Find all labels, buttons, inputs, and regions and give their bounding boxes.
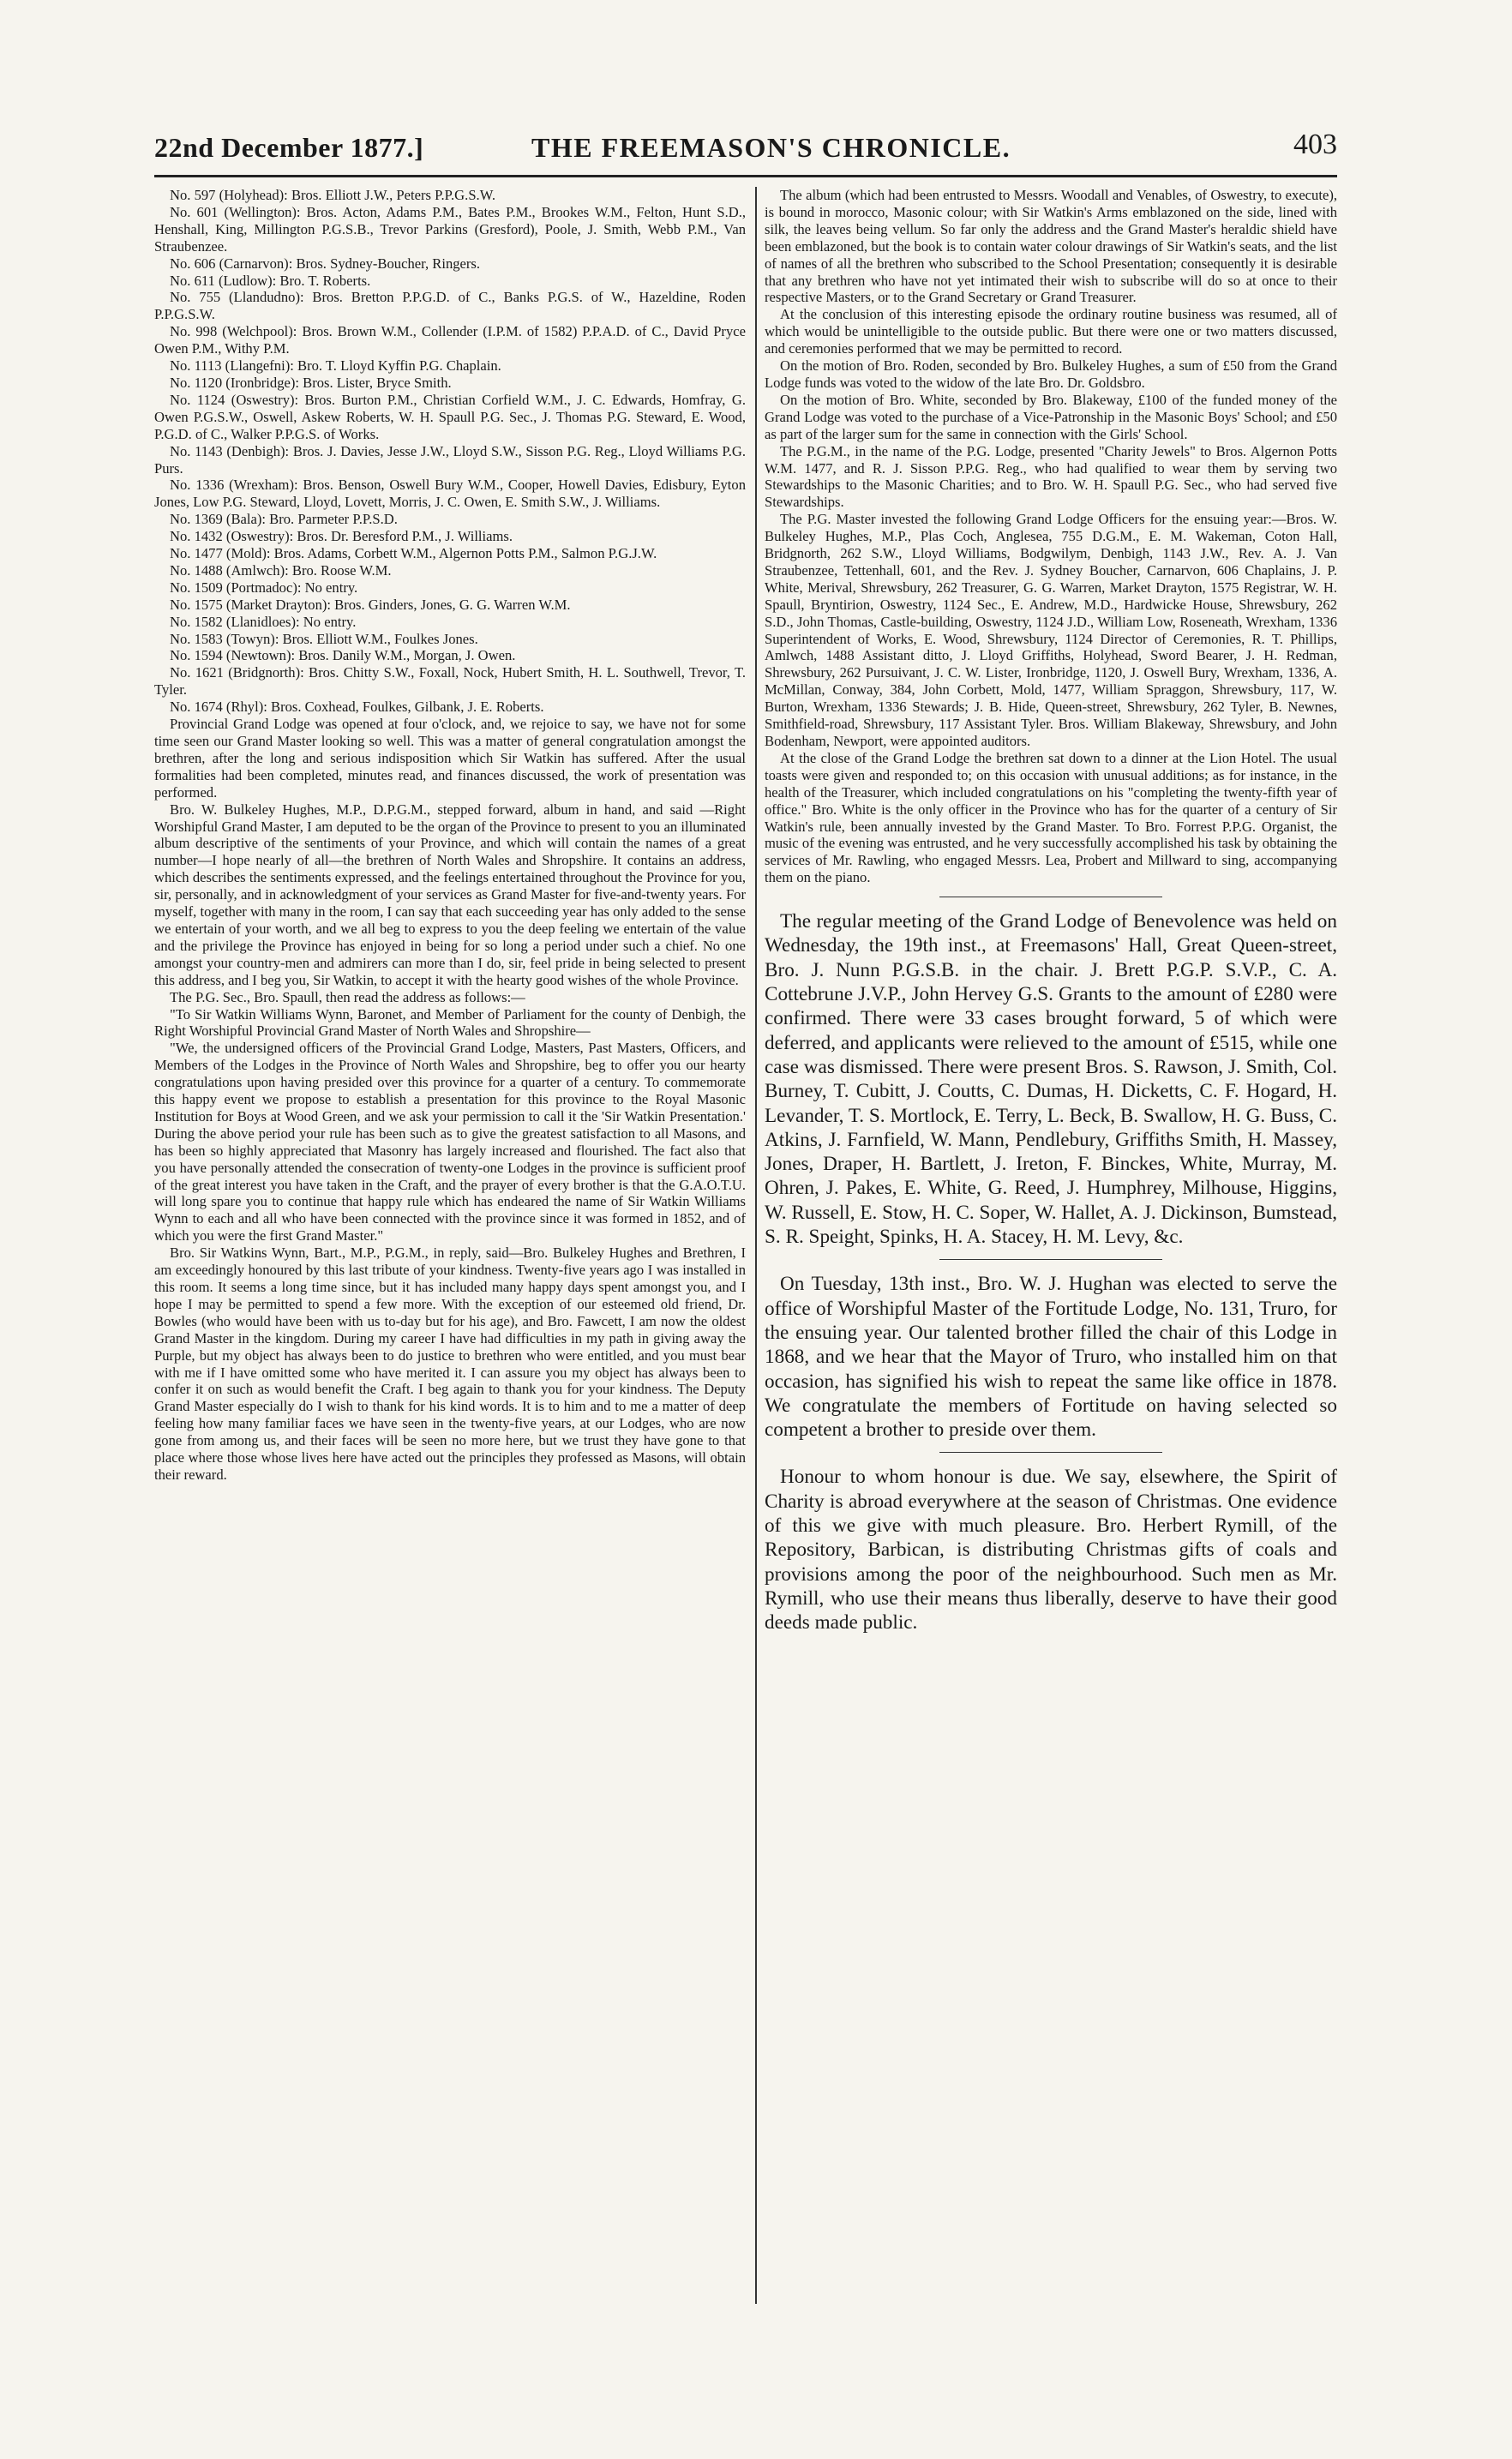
lodge-entry: No. 1336 (Wrexham): Bros. Benson, Oswell Bury W.M., Cooper, Howell Davies, Edisbury, Eyton Jones, Low P.G. Steward, Lloyd, Lovett, Morris, J. C. Owen, E. Smith S.W., J. Williams. <box>154 477 746 511</box>
lodge-entry: No. 1477 (Mold): Bros. Adams, Corbett W.M., Algernon Potts P.M., Salmon P.G.J.W. <box>170 545 657 562</box>
lodge-entry: No. 1621 (Bridgnorth): Bros. Chitty S.W., Foxall, Nock, Hubert Smith, H. L. Southwell, Trevor, T. Tyler. <box>154 664 746 699</box>
body-paragraph: On the motion of Bro. Roden, seconded by Bro. Bulkeley Hughes, a sum of £50 from the Grand Lodge funds was voted to the widow of the late Bro. Dr. Goldsbro. <box>765 357 1337 391</box>
lodge-entry: No. 1143 (Denbigh): Bros. J. Davies, Jesse J.W., Lloyd S.W., Sisson P.G. Reg., Lloyd Williams P.G. Purs. <box>154 442 746 477</box>
lodge-entry: No. 1120 (Ironbridge): Bros. Lister, Bryce Smith. <box>170 374 452 391</box>
body-paragraph: At the conclusion of this interesting episode the ordinary routine business was resumed, all of which would be unintelligible to the outside public. But there were one or two matters discussed, and ceremonies performed that we may be permitted to record. <box>765 306 1337 357</box>
lodge-entry: No. 998 (Welchpool): Bros. Brown W.M., Collender (I.P.M. of 1582) P.P.A.D. of C., David Pryce Owen P.M., Withy P.M. <box>154 323 746 357</box>
body-paragraph: The regular meeting of the Grand Lodge of Benevolence was held on Wednesday, the 19th inst., at Freemasons' Hall, Great Queen-street, Bro. J. Nunn P.G.S.B. in the chair. J. Brett P.G.P. S.V.P., C. A. Cottebrune J.V.P., John Hervey G.S. Grants to the amount of £280 were confirmed. There were 33 cases brought forward, 5 of which were deferred, and applicants were relieved to the amount of £515, while one case was dismissed. There were present Bros. S. Rawson, J. Smith, Col. Burney, T. Cubitt, J. Coutts, C. Dumas, H. Dicketts, C. F. Hogard, H. Levander, T. S. Mortlock, E. Terry, L. Beck, B. Swallow, H. G. Buss, C. Atkins, J. Farnfield, W. Mann, Pendlebury, Griffiths Smith, H. Massey, Jones, Draper, H. Bartlett, J. Ireton, F. Binckes, White, Murray, M. Ohren, J. Pakes, E. White, G. Reed, J. Humphrey, Milhouse, Higgins, W. Russell, E. Stow, H. C. Soper, W. Hallet, A. J. Dickinson, Bumstead, S. R. Speight, Spinks, H. A. Stacey, H. M. Levy, &c. <box>765 910 1337 1249</box>
lodge-entry: No. 1113 (Llangefni): Bro. T. Lloyd Kyffin P.G. Chaplain. <box>170 357 501 375</box>
charity-notice <box>765 1465 1337 1634</box>
header-rule <box>154 175 1337 177</box>
body-paragraph: The P.G.M., in the name of the P.G. Lodge, presented "Charity Jewels" to Bros. Algernon Potts W.M. 1477, and R. J. Sisson P.P.G. Reg., who had qualified to wear them by serving two Stewardships to the Masonic Charities; and to Bro. W. H. Spaull P.G. Sec., who had served five Stewardships. <box>765 442 1337 511</box>
right-column <box>765 187 1337 2330</box>
lodge-entry: No. 1583 (Towyn): Bros. Elliott W.M., Foulkes Jones. <box>170 630 478 647</box>
lodge-entry: No. 1582 (Llanidloes): No entry. <box>170 613 357 630</box>
body-paragraph: At the close of the Grand Lodge the brethren sat down to a dinner at the Lion Hotel. The usual toasts were given and responded to; on this occasion with unusual additions; as for instance, in the health of the Treasurer, which included congratulations on his "completing the twenty-fifth year of office." Bro. White is the only officer in the Province who has for the quarter of a century of Sir Watkin's rule, been annually invested by the Grand Master. To Bro. Forrest P.P.G. Organist, the music of the evening was entrusted, and he very successfully accomplished his task by obtaining the services of Mr. Rawling, who engaged Messrs. Lea, Probert and Millward to sing, accompanying them on the piano. <box>765 749 1337 886</box>
page-number: 403 <box>1293 129 1337 160</box>
body-paragraph: "We, the undersigned officers of the Provincial Grand Lodge, Masters, Past Masters, Officers, and Members of the Lodges in the Province of North Wales and Shropshire, beg to offer you our hearty congratulations upon having presided over this province for a quarter of a century. To commemorate this happy event we propose to establish a presentation for this province to the Royal Masonic Institution for Boys at Wood Green, and we ask your permission to call it the 'Sir Watkin Presentation.' During the above period your rule has been such as to give the greatest satisfaction to all Masons, and has been so highly appreciated that Masonry has largely increased and flourished. The fact also that you have personally attended the consecration of twenty-one Lodges in the province is sufficient proof of the great interest you have taken in the Craft, and the prayer of every brother is that the G.A.O.T.U. will long spare you to continue that happy rule which has endeared the name of Sir Watkin Williams Wynn to each and all who have been connected with the province since it was formed in 1852, and of which you were the first Grand Master." <box>154 1040 746 1244</box>
body-paragraph: "To Sir Watkin Williams Wynn, Baronet, and Member of Parliament for the county of Denbigh, the Right Worshipful Provincial Grand Master of North Wales and Shropshire— <box>154 1005 746 1040</box>
lodge-entry: No. 1575 (Market Drayton): Bros. Ginders, Jones, G. G. Warren W.M. <box>170 596 571 613</box>
body-paragraph: Provincial Grand Lodge was opened at four o'clock, and, we rejoice to say, we have not for some time seen our Grand Master looking so well. This was a matter of general congratulation amongst the brethren, after the long and serious indisposition which Sir Watkin has suffered. After the usual formalities had been completed, minutes read, and finances discussed, the work of presentation was performed. <box>154 716 746 801</box>
body-paragraph: On the motion of Bro. White, seconded by Bro. Blakeway, £100 of the funded money of the Grand Lodge was voted to the purchase of a Vice-Patronship in the Masonic Boys' School; and £50 as part of the larger sum for the same in connection with the Girls' School. <box>765 391 1337 442</box>
section-separator <box>939 1452 1162 1453</box>
body-paragraph: The P.G. Master invested the following Grand Lodge Officers for the ensuing year:—Bros. W. Bulkeley Hughes, M.P., Plas Coch, Anglesea, 755 D.G.M., E. M. Wakeman, Coton Hall, Bridgnorth, 262 S.W., Lloyd Williams, Bodgwilym, Denbigh, 1143 J.W., Rev. A. J. Van Straubenzee, Tettenhall, 601, and the Rev. J. Sydney Boucher, Carnarvon, 606 Chaplains, J. P. White, Merival, Shrewsbury, 262 Treasurer, G. G. Warren, Market Drayton, 1575 Registrar, W. H. Spaull, Bryntirion, Oswestry, 1124 Sec., E. Andrew, M.D., Hardwicke House, Shrewsbury, 262 S.D., John Thomas, Castle-building, Oswestry, 1124 J.D., William Low, Roseneath, Wrexham, 1336 Superintendent of Works, E. Wood, Shrewsbury, 1124 Director of Ceremonies, R. T. Phillips, Amlwch, 1488 Assistant ditto, J. Lloyd Griffiths, Holyhead, Sword Bearer, J. H. Redman, Shrewsbury, 262 Pursuivant, J. C. W. Lister, Ironbridge, 1120, J. Oswell Bury, Wrexham, 1336, A. McMillan, Conway, 384, John Corbett, Mold, 1477, William Spraggon, Shrewsbury, 117, W. Burton, Wrexham, 1336 Stewards; J. B. Hide, Queen-street, Shrewsbury, 262 Tyler, B. Newnes, Smithfield-road, Shrewsbury, 117 Assistant Tyler. Bros. William Blakeway, Shrewsbury, and John Bodenham, Newport, were appointed auditors. <box>765 511 1337 749</box>
hughan-notice <box>765 1272 1337 1442</box>
lodge-entry: No. 1509 (Portmadoc): No entry. <box>170 579 358 596</box>
lodge-entry: No. 597 (Holyhead): Bros. Elliott J.W., Peters P.P.G.S.W. <box>170 187 495 203</box>
page-header <box>154 129 1337 171</box>
issue-date: 22nd December 1877.] <box>154 132 424 163</box>
lodge-entry: No. 1594 (Newtown): Bros. Danily W.M., Morgan, J. Owen. <box>170 647 516 664</box>
lodge-entry: No. 1674 (Rhyl): Bros. Coxhead, Foulkes, Gilbank, J. E. Roberts. <box>170 699 544 716</box>
lodge-entry: No. 611 (Ludlow): Bro. T. Roberts. <box>170 272 371 289</box>
left-column <box>154 187 746 2338</box>
body-paragraph: Bro. Sir Watkins Wynn, Bart., M.P., P.G.M., in reply, said—Bro. Bulkeley Hughes and Brethren, I am exceedingly honoured by this last tribute of your kindness. Twenty-five years ago I was installed in this room. It seems a long time since, but it has included many happy days spent amongst you, and I hope I may be permitted to spend a few more. With the exception of our esteemed old friend, Dr. Bowles (who would have been with us to-day but for his age), and Bro. Fawcett, I am now the oldest Grand Master in the kingdom. During my career I have had difficulties in my path in giving away the Purple, but my object has always been to do justice to brethren who were entitled, and you must bear with me if I have omitted some who have merited it. I can assure you my object has always been to confer it on such as would benefit the Craft. I beg again to thank you for your kindness. The Deputy Grand Master especially do I wish to thank for his kind words. It is to him and to me a matter of deep feeling how many familiar faces we have seen in the twenty-five years, at our Lodges, who are now gone from among us, and their faces will be seen no more here, but we trust they have gone to that place where those whose lives here have acted out the principles they professed as Masons, will obtain their reward. <box>154 1244 746 1483</box>
lodge-entry: No. 1432 (Oswestry): Bros. Dr. Beresford P.M., J. Williams. <box>170 528 513 545</box>
lodge-entry: No. 1488 (Amlwch): Bro. Roose W.M. <box>170 561 392 579</box>
lodge-entry: No. 1369 (Bala): Bro. Parmeter P.P.S.D. <box>170 511 398 528</box>
body-paragraph: Bro. W. Bulkeley Hughes, M.P., D.P.G.M., stepped forward, album in hand, and said —Right Worshipful Grand Master, I am deputed to be the organ of the Province to present to you an illuminated album descriptive of the sentiments of your Province, and which will contain the names of a great number—I hope nearly of all—the brethren of North Wales and Shropshire. It contains an address, which describes the sentiments expressed, and the feelings entertained throughout the Province for you, sir, personally, and in acknowledgment of your services as Grand Master for five-and-twenty years. For myself, together with many in the room, I can say that each succeeding year has only added to the sense we entertain of your worth, and we all beg to express to you the deep feeling we entertain of the value and the privilege the Province has enjoyed in being for so long a period under such a chief. No one amongst your country-men and admirers can more than I do, sir, feel pride in being selected to present this address, and I beg you, Sir Watkin, to accept it with the hearty good wishes of the whole Province. <box>154 801 746 988</box>
lodge-entry: No. 755 (Llandudno): Bros. Bretton P.P.G.D. of C., Banks P.G.S. of W., Hazeldine, Roden P.P.G.S.W. <box>154 289 746 323</box>
lodge-entry: No. 606 (Carnarvon): Bros. Sydney-Boucher, Ringers. <box>170 255 481 272</box>
publication-title: THE FREEMASON'S CHRONICLE. <box>531 132 1011 163</box>
lodge-entry: No. 1124 (Oswestry): Bros. Burton P.M., Christian Corfield W.M., J. C. Edwards, Homfray, G. Owen P.G.S.W., Oswell, Askew Roberts, W. H. Spaull P.G. Sec., J. Thomas P.G. Steward, E. Wood, P.G.D. of C., Walker P.P.G.S. of Works. <box>154 391 746 442</box>
section-separator <box>939 1259 1162 1260</box>
lodge-entry: No. 601 (Wellington): Bros. Acton, Adams P.M., Bates P.M., Brookes W.M., Felton, Hunt S.D., Henshall, King, Millington P.G.S.B., Trevor Parkins (Gresford), Poole, J. Smith, Webb P.M., Van Straubenzee. <box>154 203 746 255</box>
body-paragraph: On Tuesday, 13th inst., Bro. W. J. Hughan was elected to serve the office of Worshipful Master of the Fortitude Lodge, No. 131, Truro, for the ensuing year. Our talented brother filled the chair of this Lodge in 1868, and we hear that the Mayor of Truro, who installed him on that occasion, has signified his wish to repeat the same like office in 1878. We congratulate the members of Fortitude on having selected so competent a brother to preside over them. <box>765 1273 1337 1442</box>
body-paragraph: The album (which had been entrusted to Messrs. Woodall and Venables, of Oswestry, to execute), is bound in morocco, Masonic colour; with Sir Watkin's Arms emblazoned on the side, lined with silk, the leaves being vellum. So far only the address and the Grand Master's heraldic shield have been emblazoned, but the book is to contain water colour drawings of Sir Watkin's seats, and the list of names of all the brethren who subscribed to the School Presentation; consequently it is desirable that any brethren who have not yet intimated their wish to subscribe will do so at once to their respective Masters, or to the Grand Secretary or Grand Treasurer. <box>765 187 1337 306</box>
benevolence-notice <box>765 909 1337 1249</box>
body-paragraph: The P.G. Sec., Bro. Spaull, then read the address as follows:— <box>170 988 525 1005</box>
body-paragraph: Honour to whom honour is due. We say, elsewhere, the Spirit of Charity is abroad everywhere at the season of Christmas. One evidence of this we give with much pleasure. Bro. Herbert Rymill, of the Repository, Barbican, is distributing Christmas gifts of coals and provisions among the poor of the neighbourhood. Such men as Mr. Rymill, who use their means thus liberally, deserve to have their good deeds made public. <box>765 1466 1337 1634</box>
album-report <box>765 187 1337 886</box>
column-divider <box>755 187 757 2304</box>
